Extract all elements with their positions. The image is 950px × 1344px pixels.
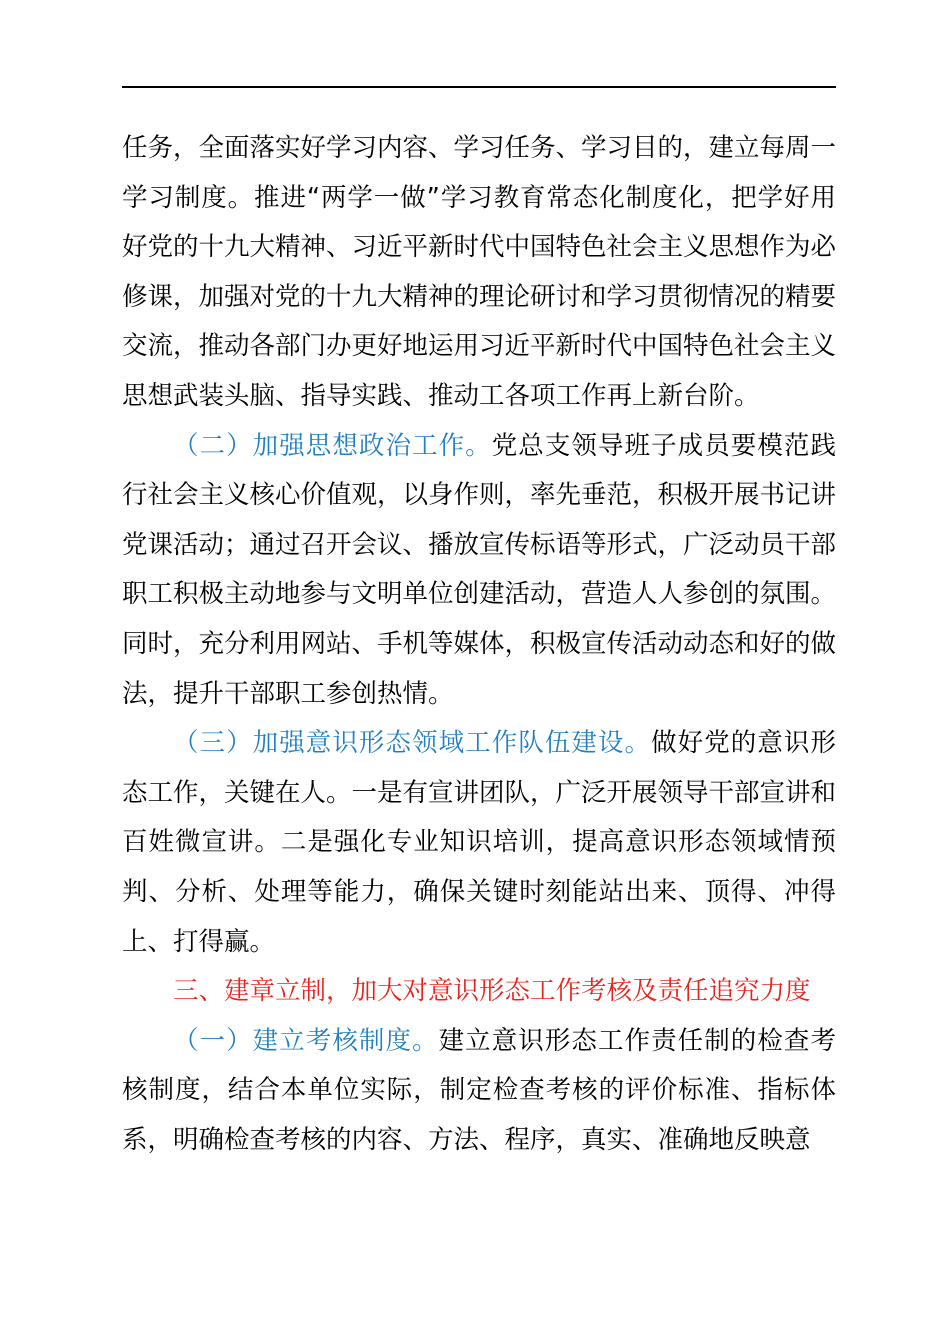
subheading-assessment-system: （一）建立考核制度。: [173, 1025, 439, 1056]
subheading-ideological-work: （二）加强思想政治工作。: [173, 430, 492, 461]
paragraph-text: 任务，全面落实好学习内容、学习任务、学习目的，建立每周一学习制度。推进“两学一做”学习教育常态化制度化，把学好用好党的十九大精神、习近平新时代中国特色社会主义思想作为必修课，加强对党的十九大精神的理论研讨和学习贯彻情况的精要交流，推动各部门办更好地运用习近平新时代中国特色社会主义思想武装头脑、指导实践、推动工各项工作再上新台阶。: [122, 133, 837, 411]
paragraph-assessment-system: [122, 1017, 836, 1166]
paragraph-ideological-work: [122, 422, 836, 720]
paragraph-text: 建立意识形态工作责任制的检查考核制度，结合本单位实际，制定检查考核的评价标准、指标体系，明确检查考核的内容、方法、程序，真实、准确地反映意: [122, 1025, 836, 1155]
paragraph-study-system: [122, 124, 836, 422]
section-heading-three: 三、建章立制，加大对意识形态工作考核及责任追究力度: [173, 976, 811, 1007]
subheading-team-building: （三）加强意识形态领域工作队伍建设。: [173, 728, 652, 759]
paragraph-text: 做好党的意识形态工作，关键在人。一是有宣讲团队，广泛开展领导干部宣讲和百姓微宣讲。二是强化专业知识培训，提高意识形态领域情预判、分析、处理等能力，确保关键时刻能站出来、顶得、冲得上、打得赢。: [122, 728, 837, 957]
paragraph-text: 党总支领导班子成员要模范践行社会主义核心价值观，以身作则，率先垂范，积极开展书记讲党课活动；通过召开会议、播放宣传标语等形式，广泛动员干部职工积极主动地参与文明单位创建活动，营造人人参创的氛围。同时，充分利用网站、手机等媒体，积极宣传活动动态和好的做法，提升干部职工参创热情。: [122, 430, 837, 709]
paragraph-team-building: [122, 719, 836, 967]
document-body: [122, 124, 836, 1165]
header-rule: [122, 86, 836, 88]
